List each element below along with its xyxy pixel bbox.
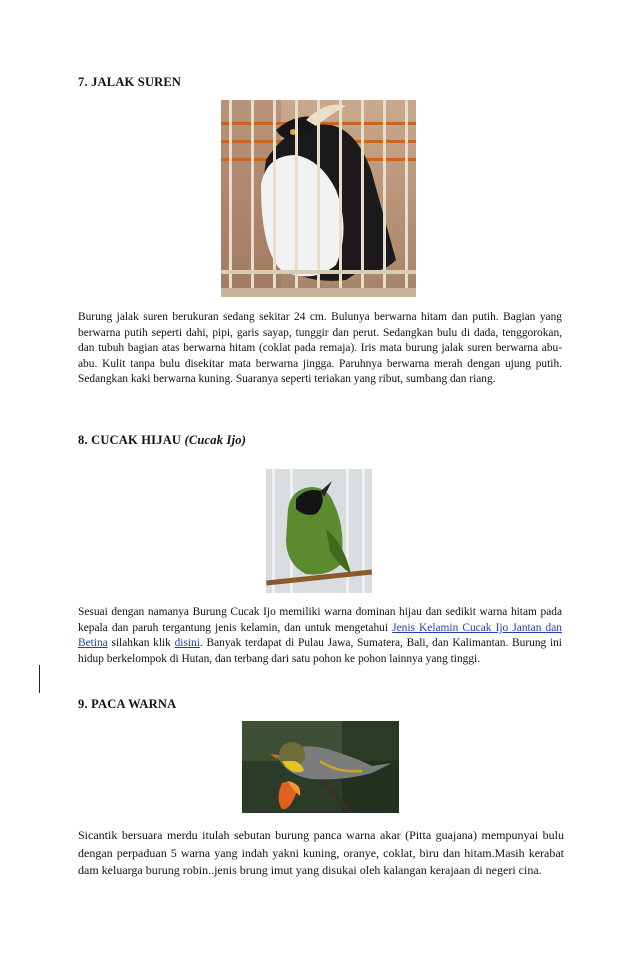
paca-warna-description: Sicantik bersuara merdu itulah sebutan burung panca warna akar (Pitta guajana) mempunyai bulu dengan perpaduan 5 warna yang indah yakni kuning, oranye, coklat, biru dan hitam.Masih kerabat dam keluarga burung robin..jenis brung imut yang disukai oleh kalangan kerajaan di negeri cina. <box>78 828 564 877</box>
jenis-kelamin-link[interactable]: Jenis Kelamin Cucak Ijo Jantan dan Betina <box>78 621 562 650</box>
section-heading-paca-warna: 9. PACA WARNA <box>78 697 177 711</box>
section-heading-jalak-suren: 7. JALAK SUREN <box>78 75 182 89</box>
jalak-suren-image <box>221 100 416 297</box>
heading-text: 8. CUCAK HIJAU <box>78 433 182 447</box>
section-heading-cucak-hijau <box>78 433 246 448</box>
paca-warna-image <box>242 721 399 813</box>
cucak-hijau-image <box>266 469 372 593</box>
heading-latin-name: (Cucak Ijo) <box>184 433 247 447</box>
disini-link[interactable]: disini <box>174 637 200 650</box>
margin-change-bar <box>39 665 40 693</box>
desc-part-2: silahkan klik <box>107 637 175 650</box>
cucak-hijau-photo <box>266 469 372 593</box>
paca-warna-photo <box>242 721 399 813</box>
jalak-suren-description: Burung jalak suren berukuran sedang sekitar 24 cm. Bulunya berwarna hitam dan putih. Bagian yang berwarna putih seperti dahi, pipi, garis sayap, tunggir dan perut. Sedangkan bulu di dada, tenggorokan, dan tubuh bagian atas berwarna hitam (coklat pada remaja). Iris mata burung jalak suren berwarna abu-abu. Kulit tanpa bulu disekitar mata berwarna jingga. Paruhnya berwarna merah dengan ujung putih. Sedangkan kaki berwarna kuning. Suaranya seperti teriakan yang ribut, sumbang dan riang. <box>78 311 562 386</box>
desc-part-1: Sesuai dengan namanya Burung Cucak Ijo memiliki warna dominan hijau dan sedikit warna hitam pada kepala dan paruh tergantung jenis kelamin, dan untuk mengetahui <box>78 606 562 634</box>
jalak-suren-photo <box>221 100 416 297</box>
desc-part-3: . Banyak terdapat di Pulau Jawa, Sumatera, Bali, dan Kalimantan. Burung ini hidup berkelompok di Hutan, dan terbang dari satu pohon ke pohon lainnya yang tinggi. <box>78 637 562 665</box>
cucak-hijau-description <box>78 605 562 667</box>
